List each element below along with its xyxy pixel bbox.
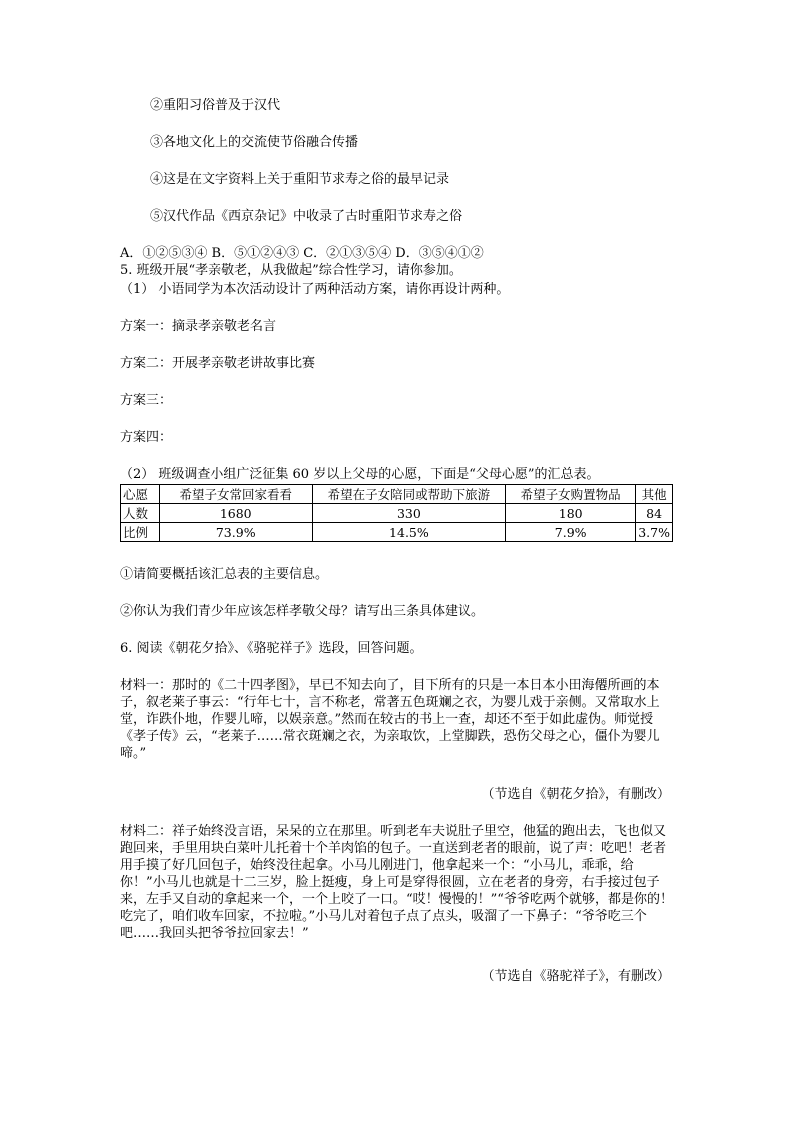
source-1: （节选自《朝花夕拾》，有删改） [481, 787, 670, 802]
option-4: ④这是在文字资料上关于重阳节求寿之俗的最早记录 [150, 172, 450, 187]
table-cell: 人数 [121, 504, 160, 523]
table-cell: 84 [636, 504, 673, 523]
plan-3: 方案三： [120, 393, 173, 408]
question-5-q2: ②你认为我们青少年应该怎样孝敬父母？请写出三条具体建议。 [120, 604, 485, 619]
table-cell: 73.9% [159, 523, 312, 542]
question-5-sub2: （2） 班级调查小组广泛征集 60 岁以上父母的心愿，下面是“父母心愿”的汇总表。 [120, 467, 600, 482]
table-cell: 14.5% [312, 523, 505, 542]
answer-choices: A．①②⑤③④ B．⑤①②④③ C．②①③⑤④ D．③⑤④①② [120, 246, 484, 261]
table-row [121, 504, 673, 523]
question-5-title: 5. 班级开展“孝亲敬老，从我做起”综合性学习，请你参加。 [120, 263, 462, 278]
source-2: （节选自《骆驼祥子》，有删改） [481, 969, 670, 984]
table-cell: 希望在子女陪同或帮助下旅游 [312, 485, 505, 504]
table-cell: 7.9% [506, 523, 636, 542]
material-1: 材料一：那时的《二十四孝图》，早已不知去向了，目下所有的只是一本日本小田海僊所画的本子，叙老莱子事云：“行年七十，言不称老，常著五色斑斓之衣，为婴儿戏于亲侧。又常取水上堂，诈跌仆地，作婴儿啼，以娱亲意。”然而在较古的书上一查，却还不至于如此虚伪。师觉授《孝子传》云，“老莱子……常衣斑斓之衣，为亲取饮，上堂脚跌，恐伤父母之心，僵仆为婴儿啼。” [120, 678, 660, 761]
table-cell: 比例 [121, 523, 160, 542]
plan-1: 方案一：摘录孝亲敬老名言 [120, 319, 277, 334]
option-5: ⑤汉代作品《西京杂记》中收录了古时重阳节求寿之俗 [150, 209, 463, 224]
table-cell: 希望子女常回家看看 [159, 485, 312, 504]
table-cell: 180 [506, 504, 636, 523]
question-5-q1: ①请简要概括该汇总表的主要信息。 [120, 567, 329, 582]
option-2: ②重阳习俗普及于汉代 [150, 98, 281, 113]
table-cell: 心愿 [121, 485, 160, 504]
plan-4: 方案四： [120, 430, 173, 445]
question-6-title: 6. 阅读《朝花夕拾》、《骆驼祥子》选段，回答问题。 [120, 641, 423, 656]
table-cell: 其他 [636, 485, 673, 504]
table-row [121, 523, 673, 542]
material-2: 材料二：祥子始终没言语，呆呆的立在那里。听到老车夫说肚子里空，他猛的跑出去，飞也似又跑回来，手里用块白菜叶儿托着十个羊肉馅的包子。一直送到老者的眼前，说了声：吃吧！老者用手摸了好几回包子，始终没往起拿。小马儿刚进门，他拿起来一个：“小马儿，乖乖，给你！”小马儿也就是十二三岁，脸上挺瘦，身上可是穿得很圆，立在老者的身旁，右手接过包子来，左手又自动的拿起来一个，一个上咬了一口。“哎！慢慢的！”“爷爷吃两个就够，都是你的！吃完了，咱们收车回家，不拉啦。”小马儿对着包子点了点头，吸溜了一下鼻子：“爷爷吃三个吧……我回头把爷爷拉回家去！” [120, 824, 673, 941]
table-row [121, 485, 673, 504]
table-cell: 希望子女购置物品 [506, 485, 636, 504]
table-cell: 1680 [159, 504, 312, 523]
table-cell: 3.7% [636, 523, 673, 542]
plan-2: 方案二：开展孝亲敬老讲故事比赛 [120, 356, 316, 371]
option-3: ③各地文化上的交流使节俗融合传播 [150, 135, 359, 150]
survey-table [120, 484, 673, 542]
question-5-sub1: （1） 小语同学为本次活动设计了两种活动方案，请你再设计两种。 [120, 282, 510, 297]
table-cell: 330 [312, 504, 505, 523]
